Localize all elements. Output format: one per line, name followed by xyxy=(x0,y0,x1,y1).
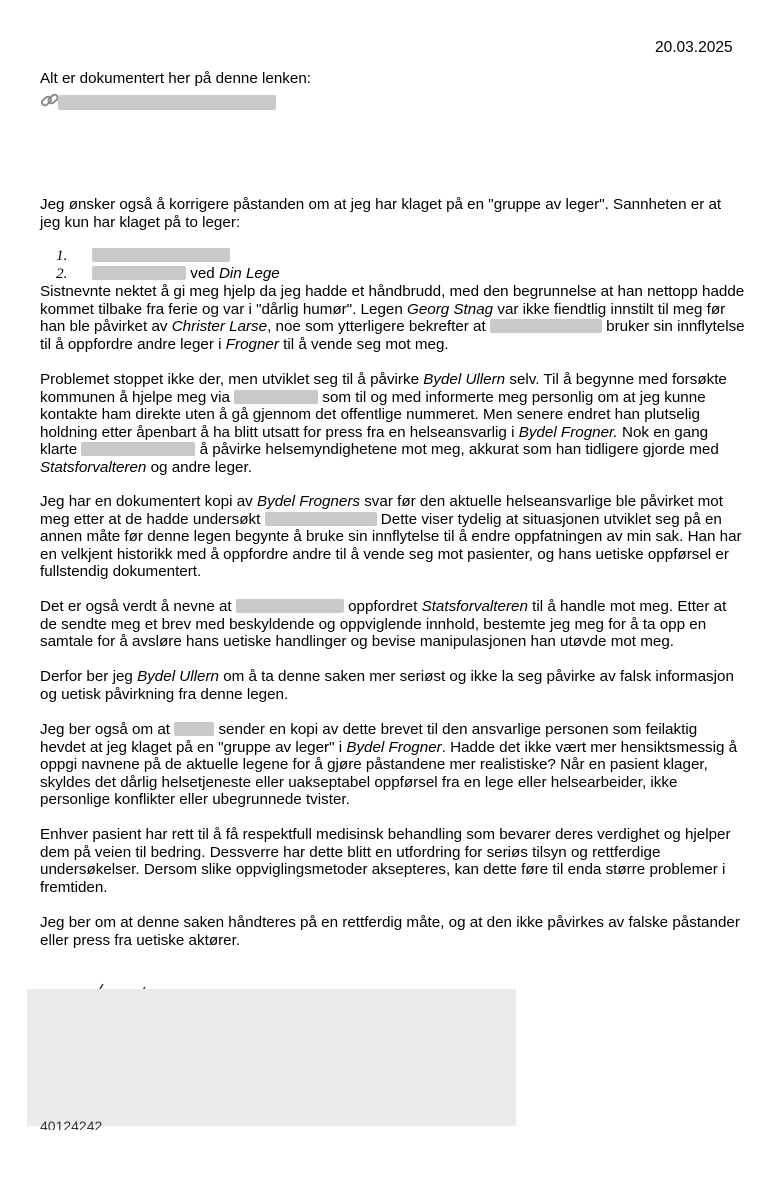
org-name: Bydel Ullern xyxy=(423,371,506,388)
org-name: Bydel Ullern xyxy=(137,668,219,685)
text-span: selv. Til å begynne med forsøkte kommunen å hjelpe meg via xyxy=(40,371,727,406)
letter-date: 20.03.2025 xyxy=(655,39,733,56)
paragraph-problem xyxy=(40,371,745,477)
redacted-doctor-name xyxy=(92,248,230,262)
org-name: Statsforvalteren xyxy=(40,458,147,476)
redacted-doctor-name xyxy=(92,266,186,280)
list-number: 2. xyxy=(56,264,68,282)
org-name: Bydel Frogners xyxy=(256,493,360,510)
text-span: var ikke fiendtlig innstilt til meg før han ble påvirket av xyxy=(40,300,726,336)
paragraph-request-ullern xyxy=(40,668,745,703)
redacted-name xyxy=(236,599,344,613)
paragraph-closing: Jeg ber om at denne saken håndteres på en rettferdig måte, og at den ikke påvirkes av falske påstander eller press fra uetiske aktører. xyxy=(40,914,740,949)
redacted-link-url xyxy=(58,95,276,110)
paragraph-statsforvalteren xyxy=(40,598,745,651)
list-item xyxy=(40,247,440,265)
text-span: til å vende seg mot meg. xyxy=(278,335,449,353)
paragraph-request-copy xyxy=(40,721,745,809)
list-item-connector: ved xyxy=(186,264,219,282)
list-number: 1. xyxy=(56,247,68,264)
text-span: og andre leger. xyxy=(146,458,252,476)
paragraph-refusal xyxy=(40,283,745,353)
text-span: Sistnevnte nektet å gi meg hjelp da jeg hadde et håndbrudd, med den begrunnelse at han nettopp hadde kommet tilbake fra ferie og var i "dårlig humør". Legen xyxy=(40,283,745,318)
text-span: bruker sin innflytelse til å oppfordre andre leger i xyxy=(40,318,745,353)
text-span: å påvirke helsemyndighetene mot meg, akkurat som han tidligere gjorde med xyxy=(195,441,719,459)
text-span: . Hadde det ikke vært mer hensiktsmessig å oppgi navnene på de aktuelle legene for å gjøre påstandene mer realistiske? Når en pasient klager, skyldes det dårlig helsetjeneste eller uakseptabel oppførsel fra en lege eller helsearbeider, ikke personlige konflikter eller ubegrunnede tvister. xyxy=(40,738,738,809)
doctor-name: Georg Stnag xyxy=(407,300,494,318)
paragraph-patient-rights: Enhver pasient har rett til å få respektfull medisinsk behandling som bevarer deres verdighet og hjelper dem på veien til bedring. Dessverre har dette blitt en utfordring for seriøs tilsyn og rettferdige undersøkelser. Dersom slike oppviglingsmetoder aksepteres, kan dette føre til enda større problemer i fremtiden. xyxy=(40,826,731,896)
clinic-name: Din Lege xyxy=(218,264,280,282)
redacted-name xyxy=(174,722,214,736)
paragraph-correction: Jeg ønsker også å korrigere påstanden om at jeg har klaget på en "gruppe av leger". Sannheten er at jeg kun har klaget på to leger: xyxy=(40,196,722,231)
phone-number-fragment: 40124242 xyxy=(40,1118,103,1130)
list-item xyxy=(40,265,440,283)
redacted-name xyxy=(234,390,318,404)
text-span: Dette viser tydelig at situasjonen utviklet seg på en annen måte før denne legen begynte å bruke sin innflytelse til å endre oppfatningen av min sak. Han har en velkjent historikk med å oppfordre andre til å vende seg mot pasienter, og hans uetiske oppførsel er fullstendig dokumentert. xyxy=(40,510,742,581)
text-span: sender en kopi av dette brevet til den ansvarlige personen som feilaktig hevdet at jeg klaget på en "gruppe av leger" i xyxy=(40,721,698,756)
text-span: Det er også verdt å nevne at xyxy=(40,598,236,615)
text-span: til å handle mot meg. Etter at de sendte meg et brev med beskyldende og oppviglende innhold, bestemte jeg meg for å ta opp en samtale for å avsløre hans uetiske handlinger og bevise manipulasjonen han utøvde mot meg. xyxy=(40,598,727,651)
document-link[interactable] xyxy=(40,92,300,112)
text-span: Problemet stoppet ikke der, men utviklet seg til å påvirke xyxy=(40,371,424,388)
text-span: om å ta denne saken mer seriøst og ikke la seg påvirke av falsk informasjon og uetisk påvirkning fra denne legen. xyxy=(40,668,734,703)
redacted-name xyxy=(490,319,602,333)
text-span: oppfordret xyxy=(343,598,422,615)
text-span: Jeg har en dokumentert kopi av xyxy=(40,493,257,510)
doctor-name: Christer Larse xyxy=(171,318,268,336)
text-span: Derfor ber jeg xyxy=(40,668,138,685)
place-name: Frogner xyxy=(225,335,279,353)
redacted-signature-block xyxy=(27,989,516,1126)
redacted-name xyxy=(265,512,377,526)
intro-text: Alt er dokumentert her på denne lenken: xyxy=(40,70,312,87)
text-span: Jeg ber også om at xyxy=(40,721,175,738)
redacted-name xyxy=(81,442,195,456)
text-span: , noe som ytterligere bekrefter at xyxy=(267,318,490,336)
org-name: Statsforvalteren xyxy=(421,598,528,615)
text-span: svar før den aktuelle helseansvarlige ble påvirket mot meg etter at de hadde undersøkt xyxy=(40,493,723,528)
text-span: Nok en gang klarte xyxy=(40,423,709,459)
text-span: som til og med informerte meg personlig om at jeg kunne kontakte ham direkte uten å gå gjennom det offentlige nummeret. Men senere endret han plutselig holdning etter åpenbart å ha blitt utsatt for press fra en helseansvarlig i xyxy=(40,388,706,441)
doctor-list xyxy=(40,247,440,282)
org-name: Bydel Frogner. xyxy=(518,423,618,441)
org-name: Bydel Frogner xyxy=(346,738,442,756)
paragraph-documented-copy xyxy=(40,493,745,581)
